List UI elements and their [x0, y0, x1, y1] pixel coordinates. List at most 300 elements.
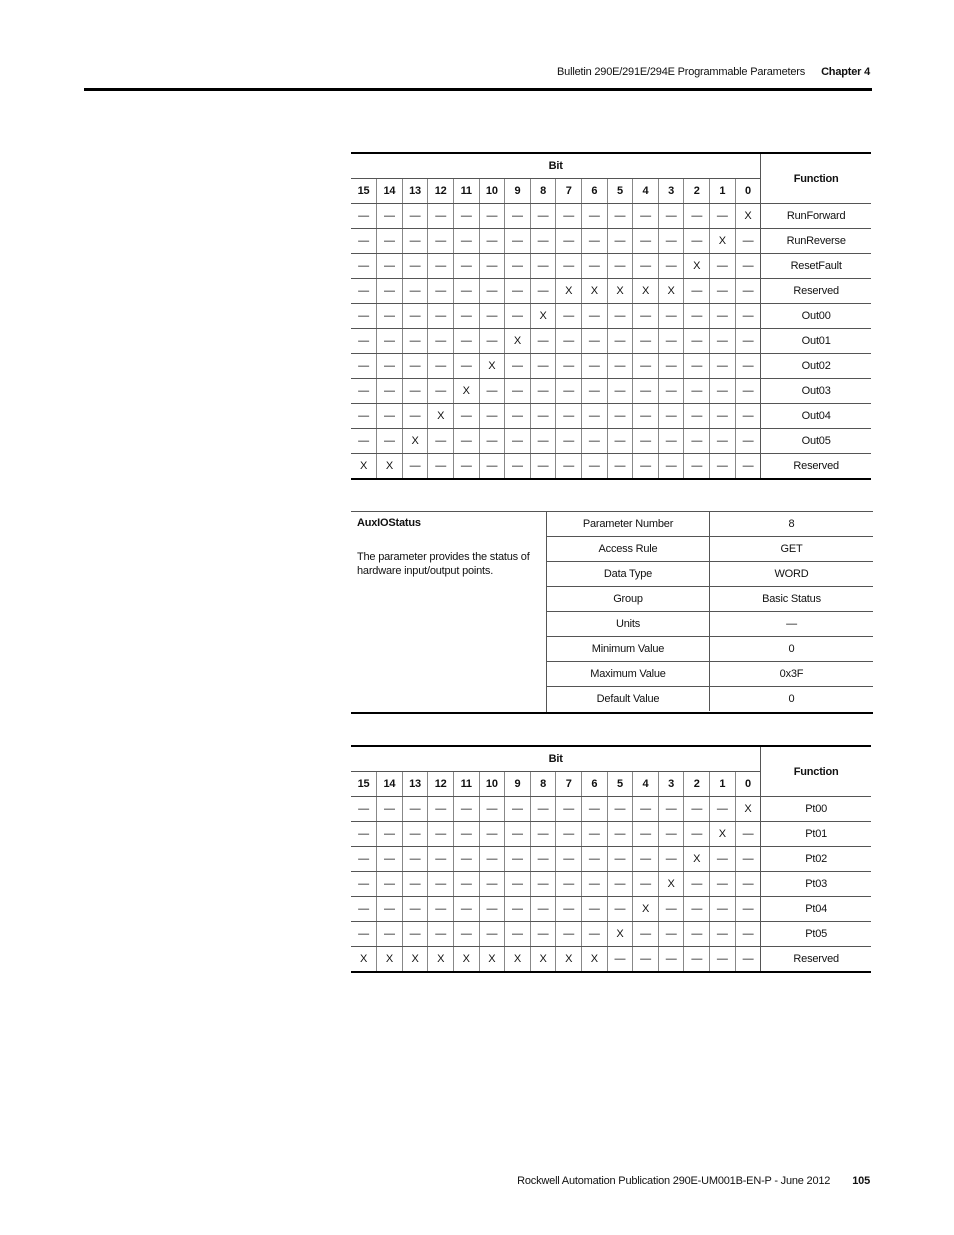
bit-unset-mark: — [556, 204, 582, 229]
bit-unset-mark: — [684, 379, 710, 404]
parameter-row [547, 562, 873, 587]
bit-unset-mark: — [556, 429, 582, 454]
bit-unset-mark: — [530, 404, 556, 429]
bit-unset-mark: — [479, 329, 505, 354]
function-cell: Out04 [761, 404, 871, 429]
bit-set-mark: X [556, 279, 582, 304]
bit-number-9: 9 [505, 179, 531, 204]
bit-unset-mark: — [351, 329, 377, 354]
table-row [351, 204, 871, 229]
bit-unset-mark: — [402, 379, 428, 404]
bit-unset-mark: — [607, 329, 633, 354]
bit-set-mark: X [607, 279, 633, 304]
bit-unset-mark: — [658, 354, 684, 379]
bit-unset-mark: — [351, 204, 377, 229]
function-cell: Pt03 [761, 872, 871, 897]
bit-number-3: 3 [658, 772, 684, 797]
bit-unset-mark: — [505, 404, 531, 429]
bit-number-13: 13 [402, 772, 428, 797]
bit-unset-mark: — [351, 229, 377, 254]
table-row [351, 354, 871, 379]
bit-set-mark: X [710, 229, 736, 254]
bit-unset-mark: — [633, 329, 659, 354]
bit-number-0: 0 [735, 772, 761, 797]
function-cell: Out03 [761, 379, 871, 404]
bit-number-15: 15 [351, 772, 377, 797]
bit-unset-mark: — [505, 822, 531, 847]
bit-number-10: 10 [479, 179, 505, 204]
bit-unset-mark: — [377, 897, 403, 922]
bit-header: Bit [351, 153, 761, 179]
bit-unset-mark: — [658, 822, 684, 847]
bit-unset-mark: — [607, 897, 633, 922]
bit-unset-mark: — [479, 279, 505, 304]
bit-unset-mark: — [351, 922, 377, 947]
bit-unset-mark: — [428, 254, 454, 279]
bit-unset-mark: — [530, 254, 556, 279]
bit-unset-mark: — [428, 204, 454, 229]
bit-unset-mark: — [377, 279, 403, 304]
bit-unset-mark: — [684, 947, 710, 973]
table-row [351, 797, 871, 822]
bit-unset-mark: — [377, 329, 403, 354]
bit-unset-mark: — [479, 229, 505, 254]
page-number: 105 [852, 1175, 870, 1187]
bit-unset-mark: — [607, 229, 633, 254]
bit-unset-mark: — [633, 454, 659, 480]
bit-unset-mark: — [402, 897, 428, 922]
bit-unset-mark: — [633, 304, 659, 329]
bit-unset-mark: — [735, 304, 761, 329]
bit-unset-mark: — [710, 847, 736, 872]
bit-set-mark: X [710, 822, 736, 847]
bit-unset-mark: — [581, 379, 607, 404]
bit-unset-mark: — [607, 797, 633, 822]
bit-unset-mark: — [710, 429, 736, 454]
bit-unset-mark: — [377, 822, 403, 847]
bit-unset-mark: — [351, 279, 377, 304]
bit-number-14: 14 [377, 772, 403, 797]
bit-unset-mark: — [530, 229, 556, 254]
bit-unset-mark: — [658, 897, 684, 922]
bit-unset-mark: — [453, 822, 479, 847]
bit-unset-mark: — [505, 797, 531, 822]
parameter-value: 0 [788, 693, 795, 705]
bit-number-11: 11 [453, 772, 479, 797]
bit-unset-mark: — [479, 204, 505, 229]
parameter-row [547, 587, 873, 612]
bit-unset-mark: — [556, 922, 582, 947]
bit-unset-mark: — [505, 229, 531, 254]
bit-unset-mark: — [684, 872, 710, 897]
bit-set-mark: X [556, 947, 582, 973]
bit-number-5: 5 [607, 772, 633, 797]
bit-number-12: 12 [428, 179, 454, 204]
bit-unset-mark: — [479, 304, 505, 329]
bit-unset-mark: — [479, 429, 505, 454]
bit-unset-mark: — [402, 329, 428, 354]
bit-unset-mark: — [633, 254, 659, 279]
bit-unset-mark: — [581, 204, 607, 229]
bit-unset-mark: — [710, 329, 736, 354]
parameter-label: Group [547, 587, 710, 611]
bit-unset-mark: — [556, 454, 582, 480]
bit-unset-mark: — [556, 847, 582, 872]
parameter-label: Parameter Number [547, 512, 710, 536]
bit-unset-mark: — [377, 404, 403, 429]
bit-unset-mark: — [581, 304, 607, 329]
bit-unset-mark: — [530, 204, 556, 229]
bit-unset-mark: — [607, 379, 633, 404]
table-row [351, 947, 871, 973]
bit-unset-mark: — [377, 872, 403, 897]
bit-unset-mark: — [428, 847, 454, 872]
bit-unset-mark: — [479, 797, 505, 822]
bit-unset-mark: — [556, 329, 582, 354]
bit-unset-mark: — [684, 229, 710, 254]
parameter-name: AuxIOStatus [357, 517, 421, 529]
bit-unset-mark: — [351, 847, 377, 872]
bit-set-mark: X [402, 947, 428, 973]
bit-unset-mark: — [351, 254, 377, 279]
bit-unset-mark: — [377, 922, 403, 947]
bit-unset-mark: — [735, 279, 761, 304]
bit-unset-mark: — [658, 797, 684, 822]
bit-unset-mark: — [505, 304, 531, 329]
bit-unset-mark: — [377, 354, 403, 379]
bit-unset-mark: — [530, 379, 556, 404]
bit-table-command [351, 152, 871, 480]
bit-unset-mark: — [530, 329, 556, 354]
bit-unset-mark: — [453, 354, 479, 379]
bit-set-mark: X [658, 279, 684, 304]
bit-set-mark: X [479, 354, 505, 379]
bit-unset-mark: — [633, 922, 659, 947]
bit-unset-mark: — [581, 354, 607, 379]
parameter-row [547, 687, 873, 711]
bit-unset-mark: — [479, 847, 505, 872]
bit-set-mark: X [607, 922, 633, 947]
bit-unset-mark: — [428, 872, 454, 897]
bit-unset-mark: — [530, 847, 556, 872]
bit-number-1: 1 [710, 179, 736, 204]
bit-unset-mark: — [710, 922, 736, 947]
bit-number-6: 6 [581, 179, 607, 204]
bit-set-mark: X [428, 404, 454, 429]
bit-unset-mark: — [505, 847, 531, 872]
header-rule [84, 88, 872, 91]
bit-unset-mark: — [581, 454, 607, 480]
bit-set-mark: X [530, 304, 556, 329]
bit-unset-mark: — [581, 797, 607, 822]
bit-unset-mark: — [684, 822, 710, 847]
bit-unset-mark: — [607, 454, 633, 480]
bit-unset-mark: — [428, 797, 454, 822]
function-header: Function [761, 746, 871, 797]
bit-unset-mark: — [581, 254, 607, 279]
bit-number-12: 12 [428, 772, 454, 797]
parameter-value: GET [780, 543, 803, 555]
bit-unset-mark: — [581, 822, 607, 847]
bit-unset-mark: — [402, 454, 428, 480]
bit-unset-mark: — [428, 229, 454, 254]
bit-unset-mark: — [710, 204, 736, 229]
bit-table-body [351, 204, 871, 480]
bit-unset-mark: — [402, 822, 428, 847]
bit-unset-mark: — [581, 897, 607, 922]
bit-unset-mark: — [633, 797, 659, 822]
bit-unset-mark: — [607, 947, 633, 973]
bit-unset-mark: — [530, 897, 556, 922]
parameter-row [547, 662, 873, 687]
bit-unset-mark: — [581, 872, 607, 897]
bit-unset-mark: — [581, 847, 607, 872]
bit-unset-mark: — [633, 379, 659, 404]
table-row [351, 822, 871, 847]
bit-unset-mark: — [633, 947, 659, 973]
bit-unset-mark: — [710, 254, 736, 279]
bit-number-8: 8 [530, 179, 556, 204]
bit-unset-mark: — [428, 429, 454, 454]
table-row [351, 847, 871, 872]
bit-unset-mark: — [428, 897, 454, 922]
bit-unset-mark: — [658, 204, 684, 229]
bit-unset-mark: — [684, 304, 710, 329]
bit-set-mark: X [505, 329, 531, 354]
bit-unset-mark: — [402, 229, 428, 254]
bit-unset-mark: — [633, 872, 659, 897]
bit-number-4: 4 [633, 772, 659, 797]
parameter-value: Basic Status [762, 593, 821, 605]
bit-unset-mark: — [581, 922, 607, 947]
bit-unset-mark: — [351, 379, 377, 404]
table-row [351, 304, 871, 329]
parameter-info [351, 512, 547, 712]
function-cell: ResetFault [761, 254, 871, 279]
bit-set-mark: X [530, 947, 556, 973]
bit-unset-mark: — [607, 872, 633, 897]
bit-unset-mark: — [735, 254, 761, 279]
bit-unset-mark: — [351, 404, 377, 429]
bit-number-2: 2 [684, 772, 710, 797]
bit-unset-mark: — [479, 822, 505, 847]
bit-number-1: 1 [710, 772, 736, 797]
bit-unset-mark: — [505, 872, 531, 897]
bit-unset-mark: — [402, 797, 428, 822]
parameter-value: 8 [788, 518, 795, 530]
bit-unset-mark: — [607, 822, 633, 847]
bit-unset-mark: — [556, 404, 582, 429]
header-title: Bulletin 290E/291E/294E Programmable Parameters [557, 66, 806, 78]
bit-unset-mark: — [581, 404, 607, 429]
bit-unset-mark: — [735, 229, 761, 254]
bit-unset-mark: — [453, 229, 479, 254]
bit-unset-mark: — [505, 897, 531, 922]
page-footer [517, 1175, 870, 1187]
bit-unset-mark: — [735, 947, 761, 973]
table-row [351, 254, 871, 279]
bit-unset-mark: — [377, 847, 403, 872]
bit-unset-mark: — [684, 204, 710, 229]
bit-number-15: 15 [351, 179, 377, 204]
bit-set-mark: X [633, 897, 659, 922]
bit-unset-mark: — [556, 797, 582, 822]
bit-number-3: 3 [658, 179, 684, 204]
bit-unset-mark: — [633, 822, 659, 847]
bit-unset-mark: — [530, 354, 556, 379]
bit-number-9: 9 [505, 772, 531, 797]
bit-unset-mark: — [479, 404, 505, 429]
bit-unset-mark: — [658, 947, 684, 973]
parameter-row [547, 512, 873, 537]
bit-unset-mark: — [428, 329, 454, 354]
function-cell: RunReverse [761, 229, 871, 254]
bit-unset-mark: — [479, 379, 505, 404]
function-cell: Out02 [761, 354, 871, 379]
parameter-label: Data Type [547, 562, 710, 586]
bit-unset-mark: — [453, 922, 479, 947]
bit-unset-mark: — [684, 329, 710, 354]
bit-unset-mark: — [658, 229, 684, 254]
bit-unset-mark: — [351, 354, 377, 379]
bit-set-mark: X [351, 947, 377, 973]
parameter-row [547, 537, 873, 562]
bit-unset-mark: — [607, 847, 633, 872]
parameter-label: Units [547, 612, 710, 636]
function-cell: Pt01 [761, 822, 871, 847]
bit-unset-mark: — [684, 922, 710, 947]
bit-number-11: 11 [453, 179, 479, 204]
bit-unset-mark: — [658, 304, 684, 329]
bit-unset-mark: — [505, 922, 531, 947]
bit-unset-mark: — [377, 304, 403, 329]
function-cell: Out01 [761, 329, 871, 354]
bit-unset-mark: — [428, 279, 454, 304]
bit-unset-mark: — [402, 872, 428, 897]
bit-set-mark: X [377, 454, 403, 480]
bit-header: Bit [351, 746, 761, 772]
bit-unset-mark: — [633, 404, 659, 429]
bit-unset-mark: — [479, 454, 505, 480]
table-row [351, 404, 871, 429]
bit-unset-mark: — [607, 204, 633, 229]
bit-unset-mark: — [607, 429, 633, 454]
bit-unset-mark: — [735, 454, 761, 480]
bit-unset-mark: — [556, 379, 582, 404]
bit-unset-mark: — [735, 379, 761, 404]
bit-unset-mark: — [428, 822, 454, 847]
bit-unset-mark: — [505, 254, 531, 279]
bit-unset-mark: — [581, 429, 607, 454]
bit-unset-mark: — [428, 454, 454, 480]
function-cell: Reserved [761, 947, 871, 973]
bit-unset-mark: — [735, 354, 761, 379]
bit-number-0: 0 [735, 179, 761, 204]
bit-unset-mark: — [556, 822, 582, 847]
bit-unset-mark: — [377, 797, 403, 822]
bit-unset-mark: — [402, 354, 428, 379]
bit-unset-mark: — [658, 922, 684, 947]
bit-unset-mark: — [377, 229, 403, 254]
bit-unset-mark: — [402, 254, 428, 279]
function-cell: Reserved [761, 454, 871, 480]
bit-unset-mark: — [556, 304, 582, 329]
bit-unset-mark: — [402, 847, 428, 872]
parameter-value: — [786, 618, 797, 630]
bit-unset-mark: — [684, 897, 710, 922]
bit-unset-mark: — [530, 429, 556, 454]
bit-set-mark: X [428, 947, 454, 973]
function-cell: RunForward [761, 204, 871, 229]
function-cell: Pt00 [761, 797, 871, 822]
bit-unset-mark: — [735, 329, 761, 354]
parameter-row [547, 637, 873, 662]
parameter-attributes [547, 512, 873, 711]
bit-unset-mark: — [735, 847, 761, 872]
bit-unset-mark: — [710, 947, 736, 973]
bit-unset-mark: — [351, 822, 377, 847]
bit-unset-mark: — [735, 404, 761, 429]
bit-unset-mark: — [684, 454, 710, 480]
bit-unset-mark: — [351, 304, 377, 329]
bit-set-mark: X [351, 454, 377, 480]
bit-unset-mark: — [658, 404, 684, 429]
bit-number-4: 4 [633, 179, 659, 204]
function-cell: Reserved [761, 279, 871, 304]
bit-unset-mark: — [402, 304, 428, 329]
bit-unset-mark: — [377, 429, 403, 454]
bit-unset-mark: — [735, 429, 761, 454]
bit-unset-mark: — [658, 429, 684, 454]
bit-unset-mark: — [735, 822, 761, 847]
bit-unset-mark: — [684, 429, 710, 454]
bit-unset-mark: — [658, 254, 684, 279]
bit-set-mark: X [633, 279, 659, 304]
bit-set-mark: X [581, 279, 607, 304]
bit-unset-mark: — [556, 229, 582, 254]
bit-set-mark: X [684, 847, 710, 872]
bit-unset-mark: — [377, 379, 403, 404]
bit-unset-mark: — [710, 404, 736, 429]
bit-unset-mark: — [658, 379, 684, 404]
bit-unset-mark: — [453, 204, 479, 229]
bit-number-8: 8 [530, 772, 556, 797]
bit-number-7: 7 [556, 179, 582, 204]
bit-unset-mark: — [479, 254, 505, 279]
bit-unset-mark: — [402, 922, 428, 947]
parameter-value: 0x3F [779, 668, 804, 680]
bit-unset-mark: — [505, 379, 531, 404]
parameter-label: Minimum Value [547, 637, 710, 661]
bit-unset-mark: — [556, 254, 582, 279]
function-header: Function [761, 153, 871, 204]
bit-unset-mark: — [658, 454, 684, 480]
bit-unset-mark: — [710, 379, 736, 404]
parameter-label: Default Value [547, 687, 710, 711]
parameter-value: WORD [774, 568, 809, 580]
header-chapter: Chapter 4 [821, 66, 870, 78]
bit-unset-mark: — [479, 897, 505, 922]
bit-number-7: 7 [556, 772, 582, 797]
table-row [351, 429, 871, 454]
bit-unset-mark: — [684, 354, 710, 379]
bit-unset-mark: — [453, 254, 479, 279]
bit-set-mark: X [505, 947, 531, 973]
bit-unset-mark: — [428, 304, 454, 329]
table-row [351, 872, 871, 897]
bit-unset-mark: — [402, 279, 428, 304]
function-cell: Out05 [761, 429, 871, 454]
